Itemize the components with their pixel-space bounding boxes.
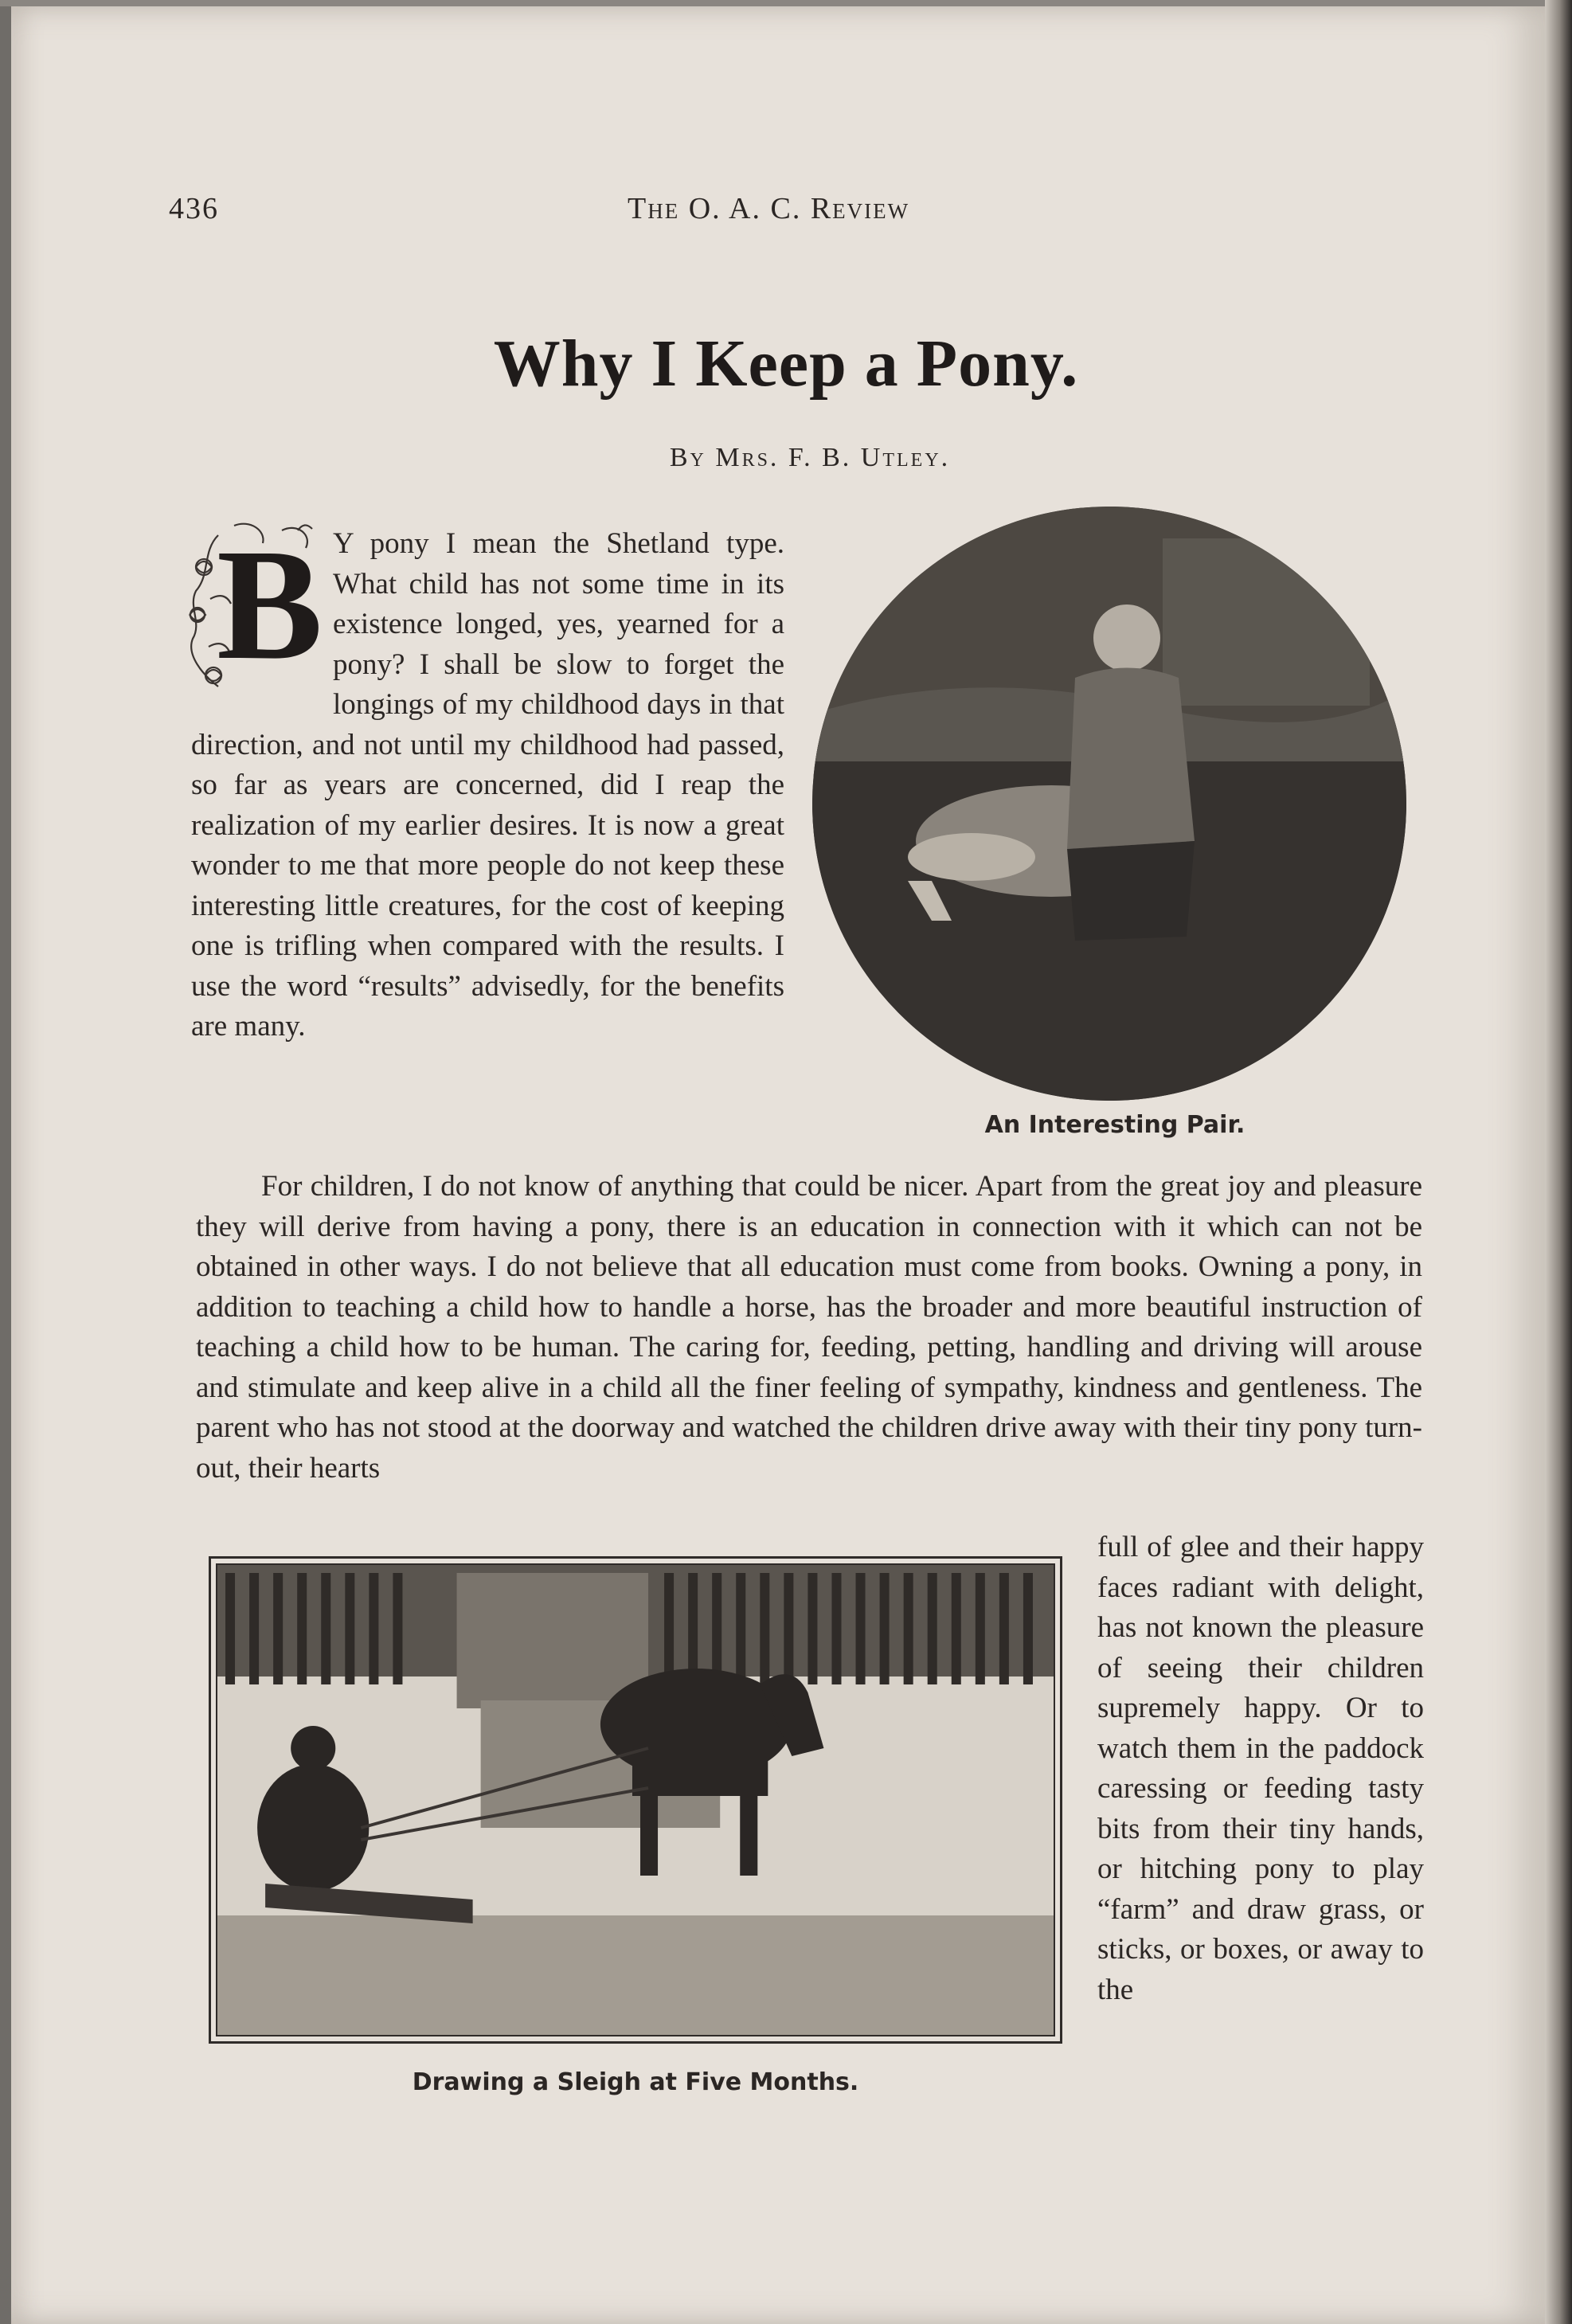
second-paragraph-text: For children, I do not know of anything that could be nicer. Apart from the great joy and pleasure they will derive from having a pony, there is an education in connection with it which can not be obtained in other ways. I do not believe that all education must come from books. Owning a pony, in addition to teaching a child how to handle a horse, has the broader and more beautiful instruction of teaching a child how to be human. The caring for, feeding, petting, handling and driving will arouse and stimulate and keep alive in a child all the finer feeling of sympathy, kindness and gentleness. The parent who has not stood at the doorway and watched the children drive away with their tiny pony turn-out, their hearts — [196, 1170, 1422, 1485]
boy-with-dog-image — [812, 507, 1406, 1101]
boy-and-dog-photo — [812, 507, 1406, 1101]
second-paragraph-block — [196, 1167, 1422, 1489]
circle-photo-caption: An Interesting Pair. — [984, 1111, 1245, 1139]
sleigh-photo-caption: Drawing a Sleigh at Five Months. — [412, 2068, 859, 2096]
ornamental-drop-cap — [186, 519, 322, 704]
right-column-block — [1097, 1528, 1424, 2010]
page-number: 436 — [169, 192, 219, 225]
right-column-text: full of glee and their happy faces radiant with delight, has not known the pleasure of seeing their children supremely happy. Or to watch them in the paddock caressing or feeding tasty bits from their tiny hands, or hitching pony to play “farm” and draw grass, or sticks, or boxes, or away to the — [1097, 1531, 1424, 2006]
drop-cap-letter: B — [217, 517, 323, 693]
running-head: The O. A. C. Review — [628, 192, 910, 225]
sleigh-scene-icon — [217, 1565, 1054, 2035]
opening-paragraph-block — [191, 517, 784, 1047]
sleigh-photo — [209, 1556, 1062, 2044]
article-title: Why I Keep a Pony. — [493, 327, 1079, 401]
page-top-edge — [0, 0, 1572, 6]
opening-paragraph-text: Y pony I mean the Shetland type. What child has not some time in its existence longed, yes, yearned for a pony? I shall be slow to forget the longings of my childhood days in that direction, and not until my childhood had passed, so far as years are concerned, did I reap the realization of my earlier desires. It is now a great wonder to me that more people do not keep these interesting little creatures, for the cost of keeping one is trifling when compared with the results. I use the word “results” advisedly, for the benefits are many. — [191, 527, 784, 1043]
article-byline: By Mrs. F. B. Utley. — [669, 443, 951, 472]
pony-drawing-sleigh-image — [216, 1563, 1055, 2036]
